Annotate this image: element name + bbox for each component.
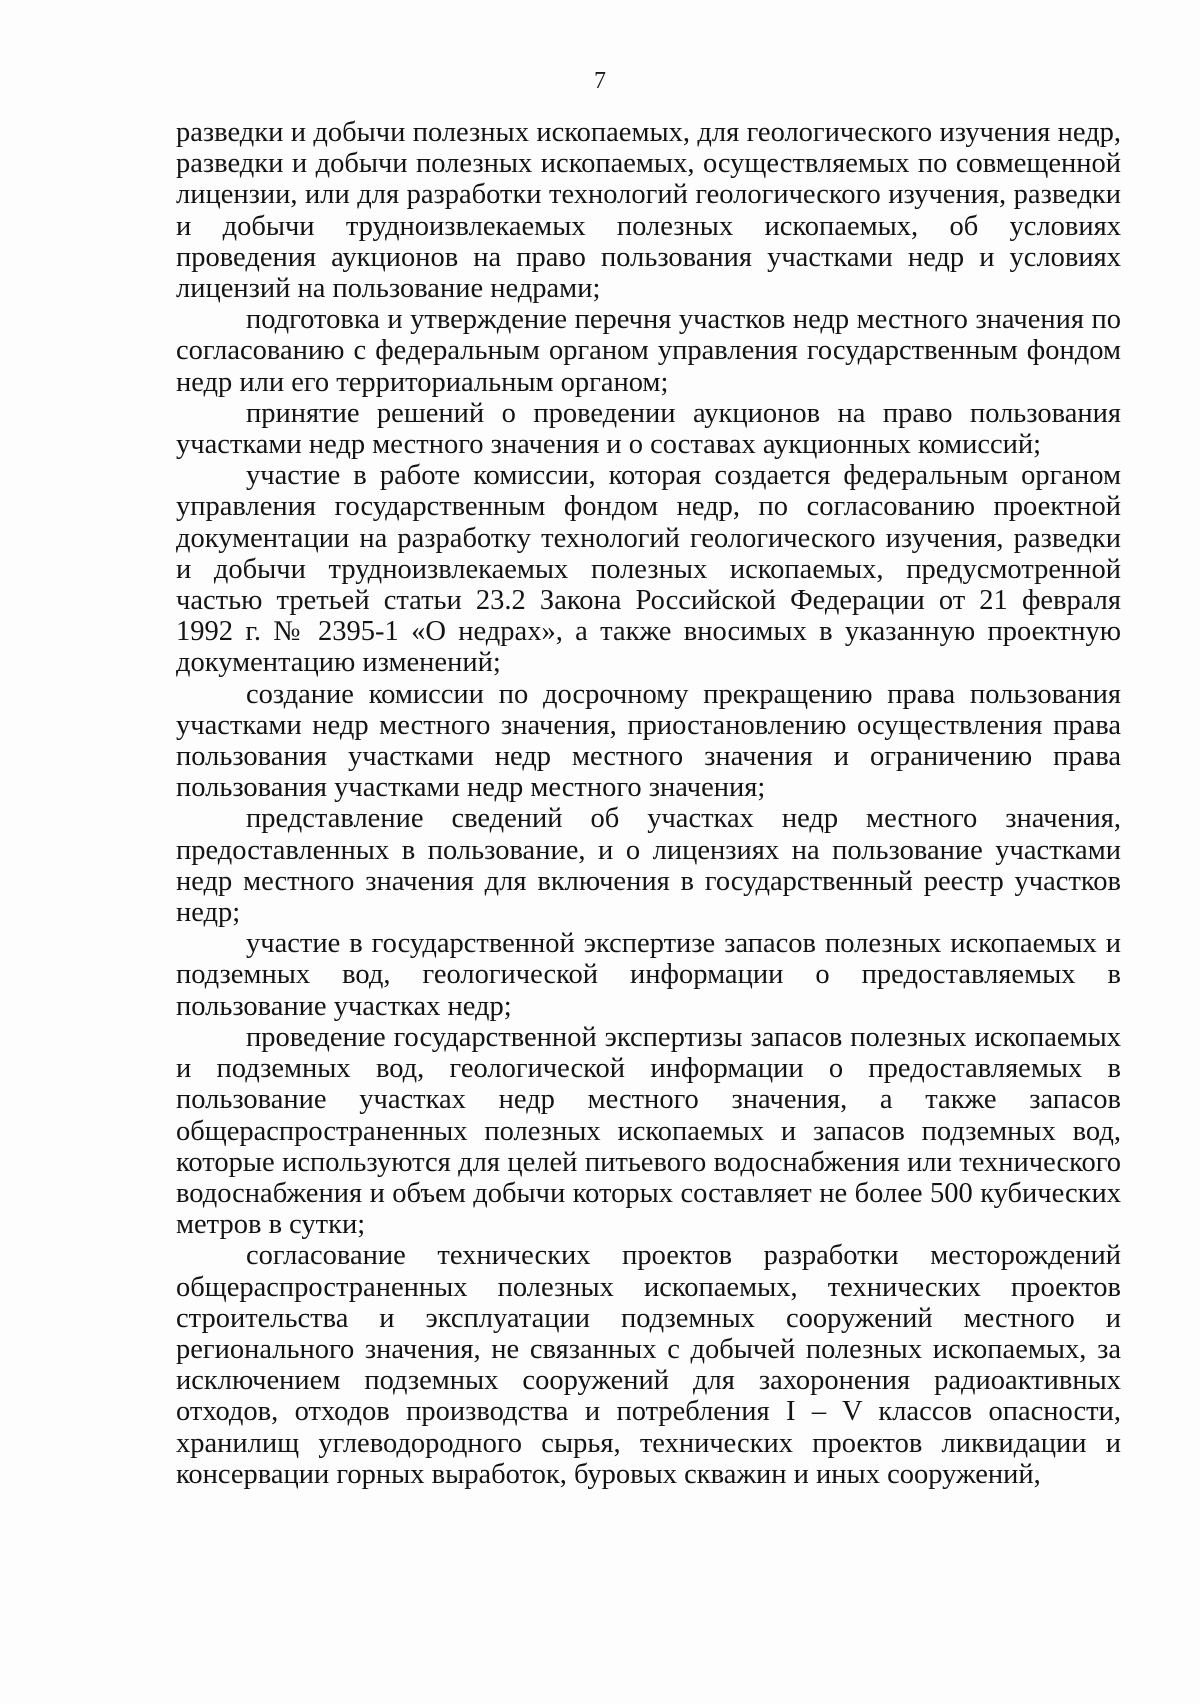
paragraph: согласование технических проектов разработки месторождений общераспространенных полезных ископаемых, технических проектов строительства и эксплуатации подземных сооружений местного и регионального значения, не связанных с добычей полезных ископаемых, за исключением подземных сооружений для захоронения радиоактивных отходов, отходов производства и потребления I – V классов опасности, хранилищ углеводородного сырья, технических проектов ликвидации и консервации горных выработок, буровых скважин и иных сооружений, — [176, 1240, 1121, 1490]
page-number: 7 — [594, 68, 606, 94]
paragraph-continuation: разведки и добычи полезных ископаемых, для геологического изучения недр, разведки и добычи полезных ископаемых, осуществляемых по совмещенной лицензии, или для разработки технологий геологического изучения, разведки и добычи трудноизвлекаемых полезных ископаемых, об условиях проведения аукционов на право пользования участками недр и условиях лицензий на пользование недрами; — [176, 117, 1121, 305]
paragraph: создание комиссии по досрочному прекращению права пользования участками недр местного значения, приостановлению осуществления права пользования участками недр местного значения и ограничению права пользования участками недр местного значения; — [176, 678, 1121, 804]
paragraph: представление сведений об участках недр местного значения, предоставленных в пользование, и о лицензиях на пользование участками недр местного значения для включения в государственный реестр участков недр; — [176, 803, 1121, 929]
paragraph: проведение государственной экспертизы запасов полезных ископаемых и подземных вод, геологической информации о предоставляемых в пользование участках недр местного значения, а также запасов общераспространенных полезных ископаемых и запасов подземных вод, которые используются для целей питьевого водоснабжения или технического водоснабжения и объем добычи которых составляет не более 500 кубических метров в сутки; — [176, 1021, 1121, 1241]
paragraph: участие в работе комиссии, которая создается федеральным органом управления государственным фондом недр, по согласованию проектной документации на разработку технологий геологического изучения, разведки и добычи трудноизвлекаемых полезных ископаемых, предусмотренной частью третьей статьи 23.2 Закона Российской Федерации от 21 февраля 1992 г. № 2395-1 «О недрах», а также вносимых в указанную проектную документацию изменений; — [176, 460, 1121, 679]
paragraph: принятие решений о проведении аукционов на право пользования участками недр местного значения и о составах аукционных комиссий; — [176, 397, 1121, 461]
document-body — [176, 117, 1121, 1490]
paragraph: участие в государственной экспертизе запасов полезных ископаемых и подземных вод, геологической информации о предоставляемых в пользование участках недр; — [176, 928, 1121, 1022]
paragraph: подготовка и утверждение перечня участков недр местного значения по согласованию с федеральным органом управления государственным фондом недр или его территориальным органом; — [176, 304, 1121, 398]
